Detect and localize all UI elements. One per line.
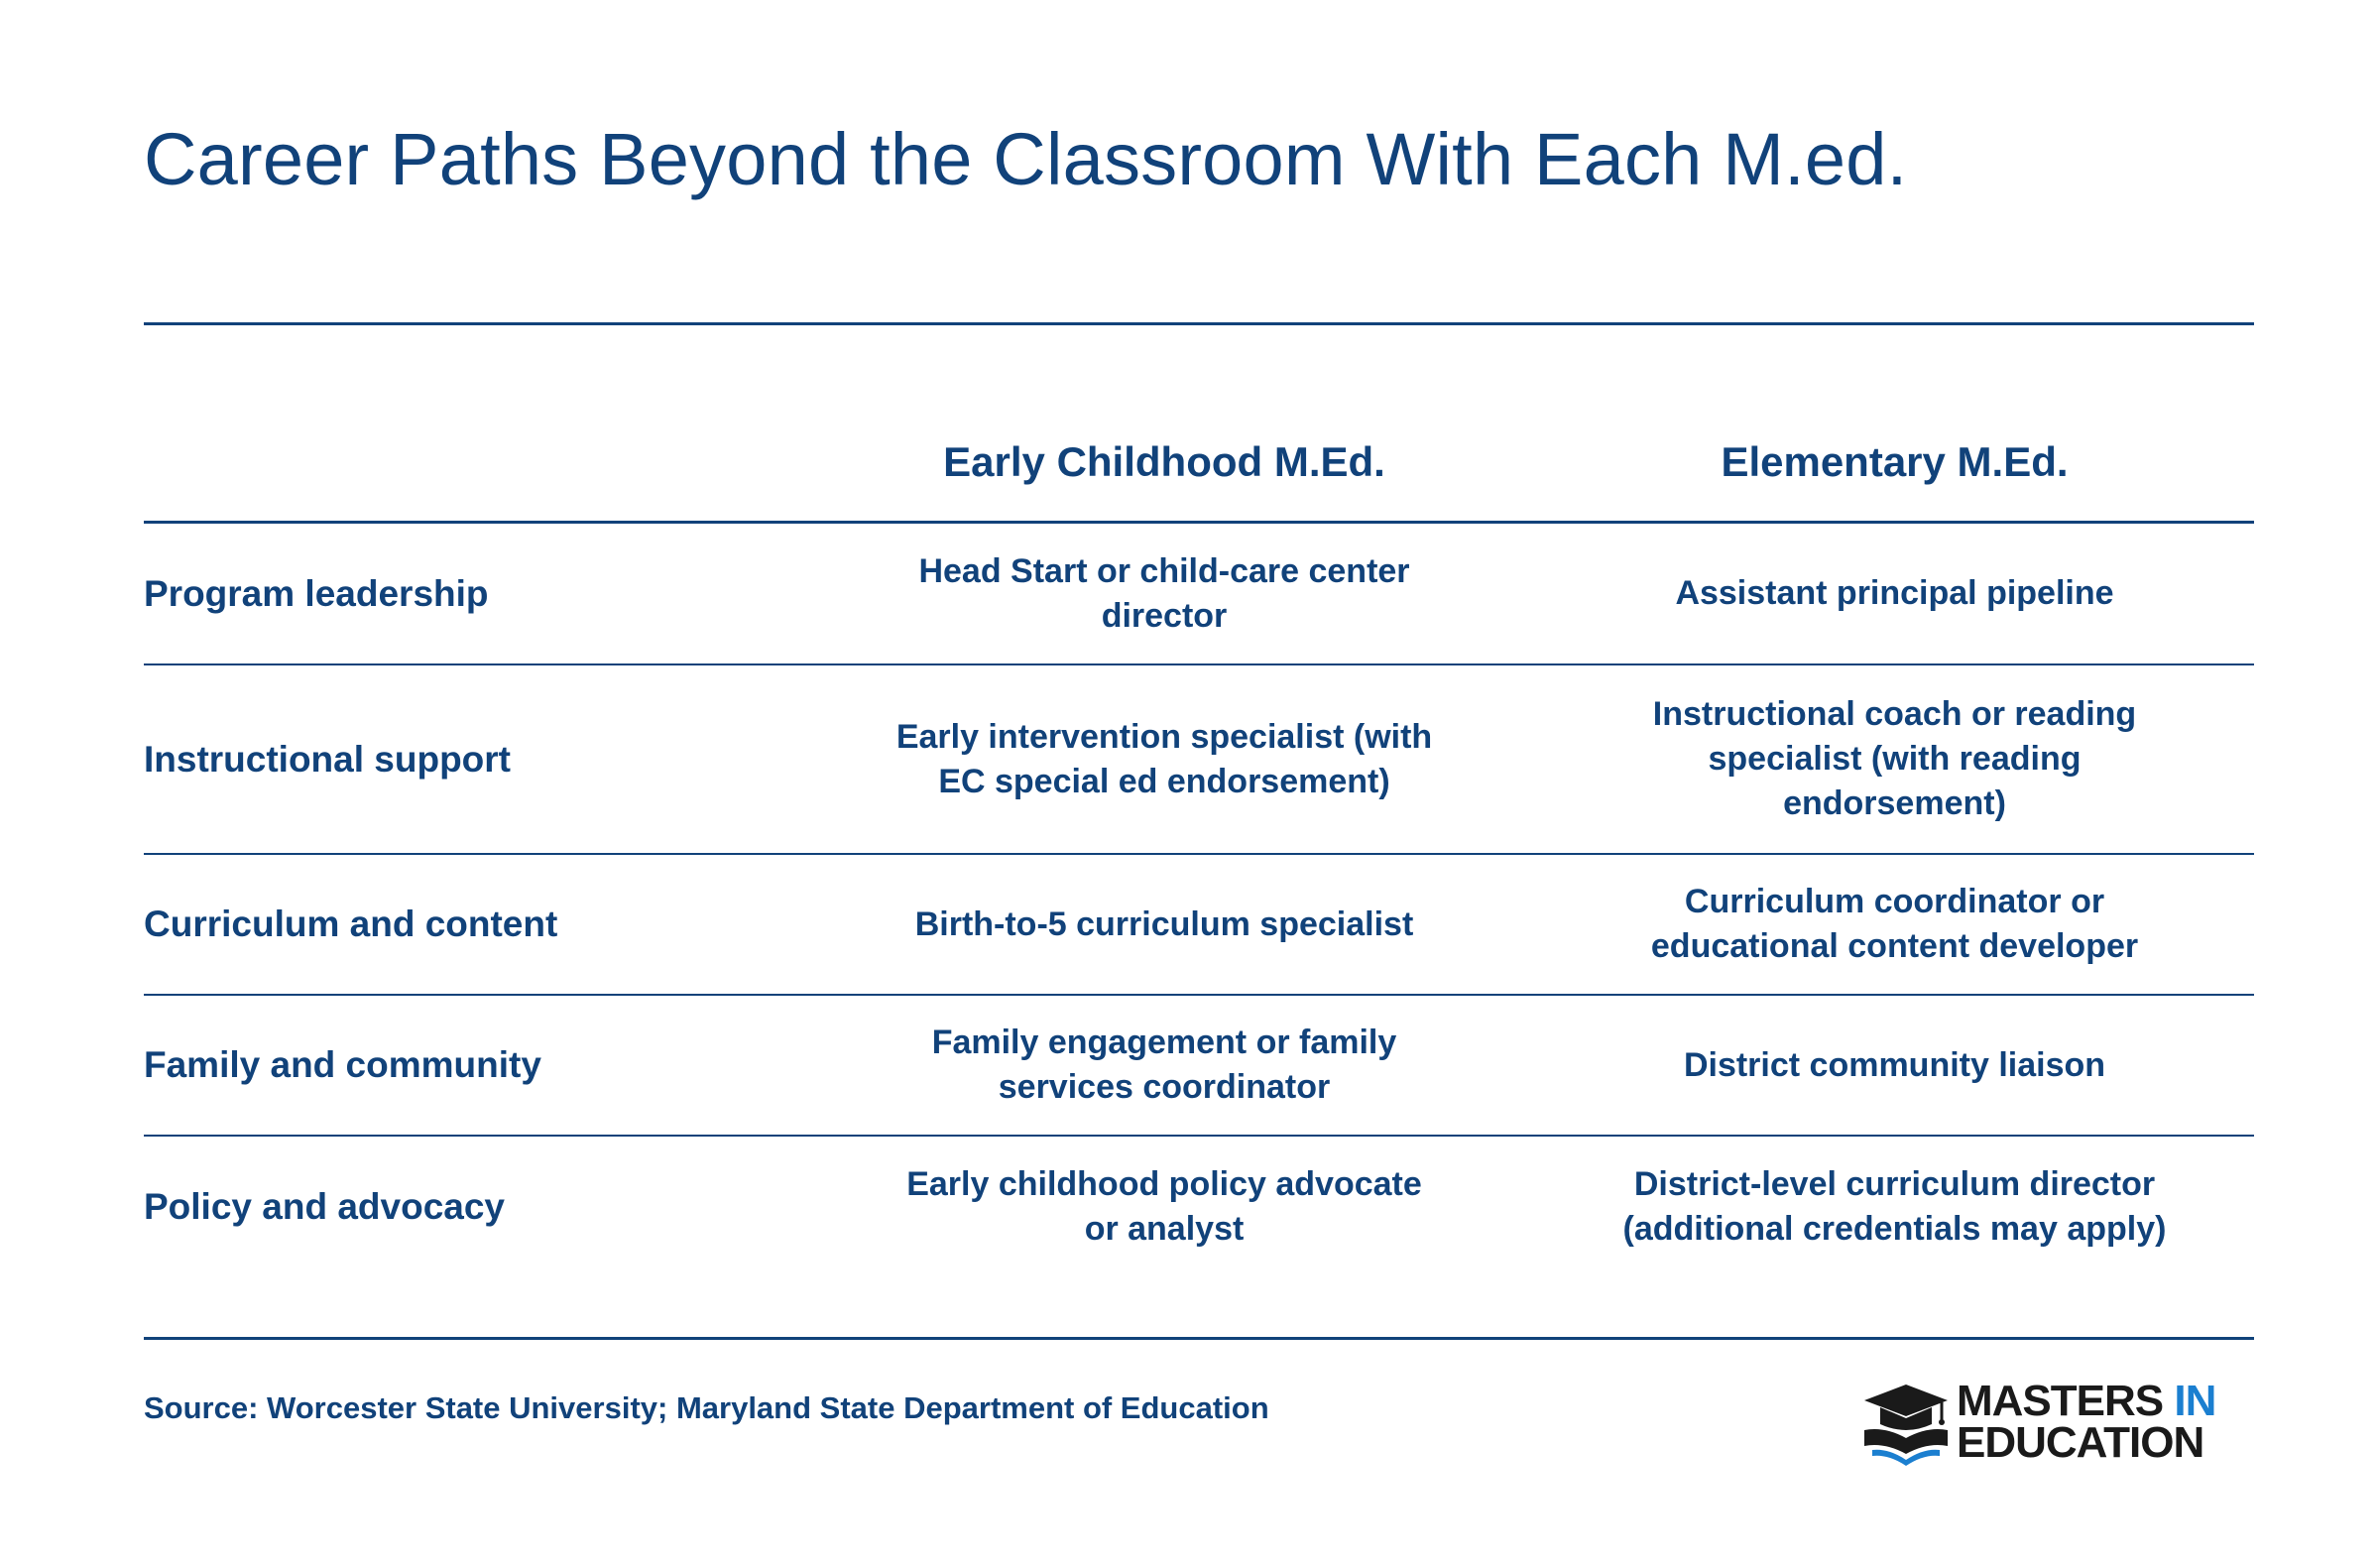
graduation-cap-book-icon [1862, 1381, 1950, 1470]
cell-elementary: District-level curriculum director (additional credentials may apply) [1622, 1165, 2167, 1248]
table-row [144, 665, 2254, 855]
cell-elementary: Assistant principal pipeline [1675, 574, 2114, 612]
row-label: Policy and advocacy [144, 1186, 506, 1227]
logo-word-education: EDUCATION [1957, 1418, 2204, 1467]
row-label: Curriculum and content [144, 903, 558, 944]
career-paths-table [144, 407, 2254, 1277]
table-row [144, 524, 2254, 665]
page-title: Career Paths Beyond the Classroom With Each M.ed. [144, 118, 1908, 200]
row-label: Program leadership [144, 572, 489, 614]
header-early-childhood: Early Childhood M.Ed. [943, 438, 1385, 485]
logo-word-in: IN [2174, 1377, 2216, 1425]
logo-wordmark [1957, 1377, 2216, 1467]
bottom-divider [144, 1337, 2254, 1340]
cell-early-childhood: Early intervention specialist (with EC special ed endorsement) [895, 717, 1433, 800]
header-elementary: Elementary M.Ed. [1721, 438, 2069, 485]
cell-elementary: Curriculum coordinator or educational content developer [1650, 883, 2139, 965]
source-note: Source: Worcester State University; Maryland State Department of Education [144, 1390, 1269, 1425]
cell-early-childhood: Family engagement or family services coordinator [931, 1024, 1397, 1106]
cell-elementary: District community liaison [1683, 1045, 2106, 1084]
masters-in-education-logo [1862, 1377, 2254, 1470]
table-row [144, 1137, 2254, 1277]
cell-early-childhood: Birth-to-5 curriculum specialist [914, 904, 1414, 943]
table-header [144, 407, 2254, 524]
logo-word-masters: MASTERS [1957, 1377, 2164, 1425]
cell-early-childhood: Early childhood policy advocate or analyst [906, 1165, 1422, 1248]
row-label: Family and community [144, 1044, 541, 1085]
top-divider [144, 322, 2254, 325]
table-row [144, 855, 2254, 996]
row-label: Instructional support [144, 738, 511, 780]
cell-early-childhood: Head Start or child-care center director [918, 551, 1410, 635]
cell-elementary: Instructional coach or reading specialist (with reading endorsement) [1652, 695, 2137, 822]
header-blank [144, 407, 793, 521]
table-row [144, 996, 2254, 1137]
